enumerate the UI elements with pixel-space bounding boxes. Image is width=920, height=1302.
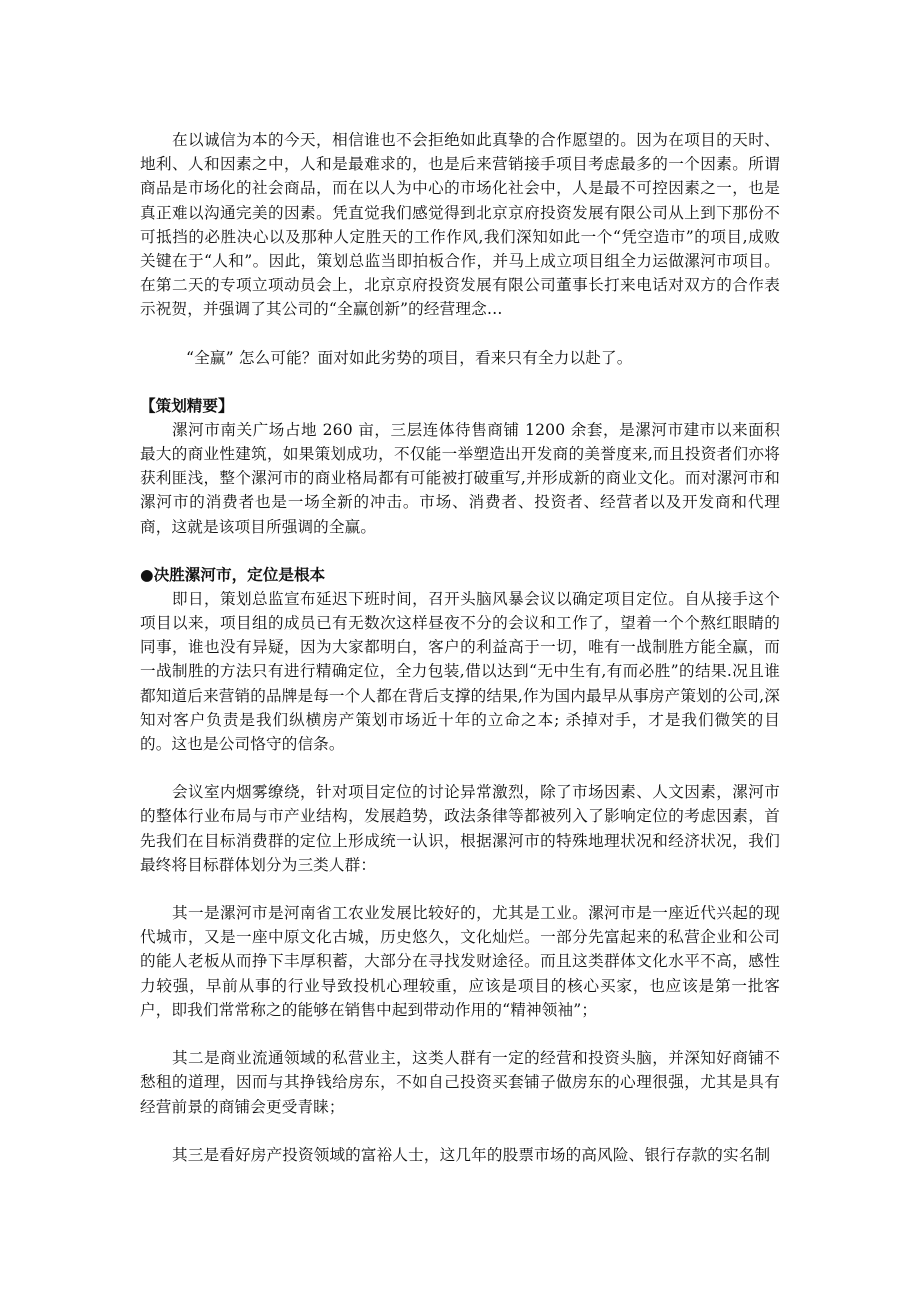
paragraph-full-win: “全赢” 怎么可能？面对如此劣势的项目，看来只有全力以赴了。	[186, 348, 633, 367]
document-body	[140, 128, 780, 1167]
heading-positioning: ●决胜漯河市，定位是根本	[140, 564, 326, 584]
paragraph-intro: 在以诚信为本的今天，相信谁也不会拒绝如此真挚的合作愿望的。因为在项目的天时、地利、人和因素之中，人和是最难求的，也是后来营销接手项目考虑最多的一个因素。所谓商品是市场化的社会商品，而在以人为中心的市场化社会中，人是最不可控因素之一，也是真正难以沟通完美的因素。凭直觉我们感觉得到北京京府投资发展有限公司从上到下那份不可抵挡的必胜决心以及那种人定胜天的工作作风,我们深知如此一个“凭空造市”的项目,成败关键在于“人和”。因此，策划总监当即拍板合作，并马上成立项目组全力运做漯河市项目。在第二天的专项立项动员会上，北京京府投资发展有限公司董事长打来电话对双方的合作表示祝贺，并强调了其公司的“全赢创新”的经营理念…	[140, 131, 780, 319]
heading-planning-essentials: 【策划精要】	[140, 395, 234, 415]
paragraph-group-two: 其二是商业流通领域的私营业主，这类人群有一定的经营和投资头脑，并深知好商铺不愁租的道理，因而与其挣钱给房东，不如自己投资买套铺子做房东的心理很强，尤其是具有经营前景的商铺会更受青睐；	[140, 1049, 780, 1116]
paragraph-brainstorm: 即日，策划总监宣布延迟下班时间，召开头脑风暴会议以确定项目定位。自从接手这个项目以来，项目组的成员已有无数次这样昼夜不分的会议和工作了，望着一个个熬红眼睛的同事，谁也没有异疑，因为大家都明白，客户的利益高于一切，唯有一战制胜方能全赢，而一战制胜的方法只有进行精确定位，全力包装,借以达到“无中生有,有而必胜”的结果.况且谁都知道后来营销的品牌是每一个人都在背后支撑的结果,作为国内最早从事房产策划的公司,深知对客户负责是我们纵横房产策划市场近十年的立命之本; 杀掉对手，才是我们微笑的目的。这也是公司恪守的信条。	[140, 589, 780, 754]
paragraph-meeting: 会议室内烟雾缭绕，针对项目定位的讨论异常激烈，除了市场因素、人文因素，漯河市的整体行业布局与市产业结构，发展趋势，政法条律等都被列入了影响定位的考虑因素，首先我们在目标消费群的定位上形成统一认识，根据漯河市的特殊地理状况和经济状况，我们最终将目标群体划分为三类人群：	[140, 783, 780, 874]
paragraph-project-overview: 漯河市南关广场占地 260 亩，三层连体待售商铺 1200 余套，是漯河市建市以来面积最大的商业性建筑，如果策划成功，不仅能一举塑造出开发商的美誉度来,而且投资者们亦将获利匪浅，整个漯河市的商业格局都有可能被打破重写,并形成新的商业文化。而对漯河市和漯河市的消费者也是一场全新的冲击。市场、消费者、投资者、经营者以及开发商和代理商，这就是该项目所强调的全赢。	[140, 420, 780, 536]
paragraph-group-three: 其三是看好房产投资领域的富裕人士，这几年的股票市场的高风险、银行存款的实名制	[172, 1145, 771, 1164]
paragraph-group-one: 其一是漯河市是河南省工农业发展比较好的，尤其是工业。漯河市是一座近代兴起的现代城市，又是一座中原文化古城，历史悠久，文化灿烂。一部分先富起来的私营企业和公司的能人老板从而挣下丰厚积蓄，大部分在寻找发财途径。而且这类群体文化水平不高，感性力较强，早前从事的行业导致投机心理较重，应该是项目的核心买家，也应该是第一批客户，即我们常常称之的能够在销售中起到带动作用的“精神领袖”；	[140, 904, 780, 1019]
